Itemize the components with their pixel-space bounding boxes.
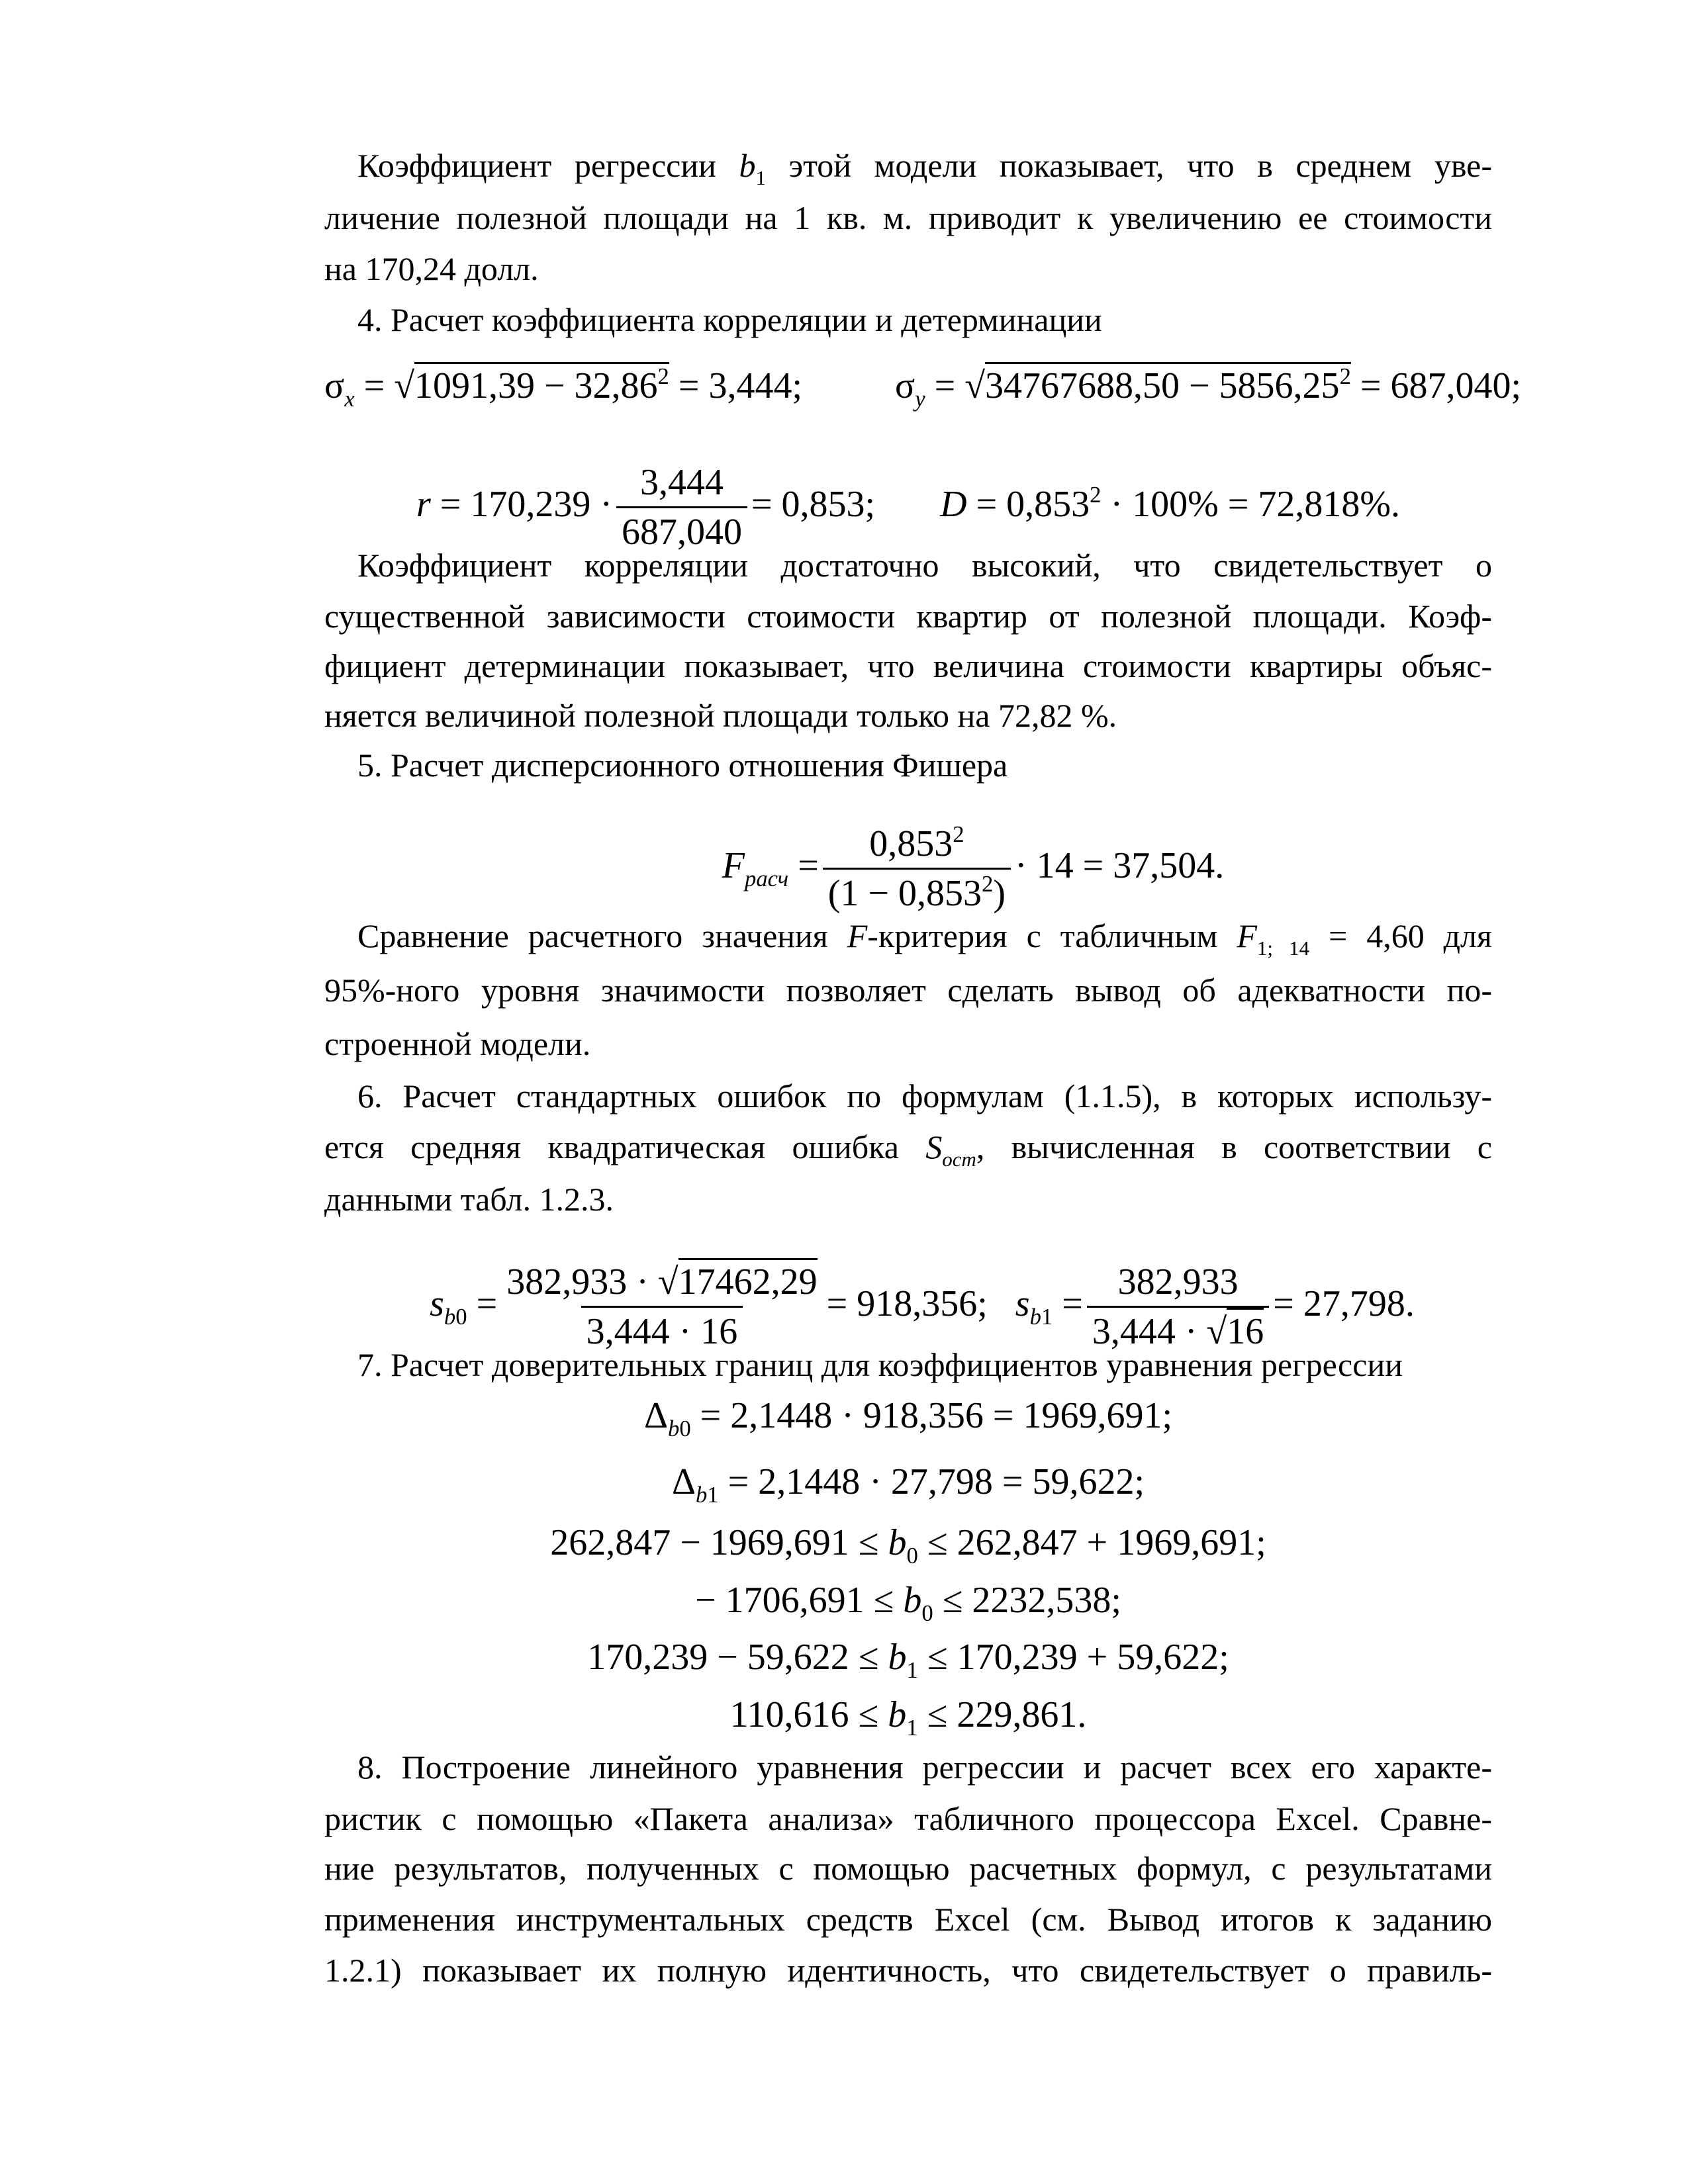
subscript: b [695, 1482, 708, 1508]
numerator [635, 461, 729, 506]
text-run: няется величиной полезной площади только на 72,82 %. [324, 697, 1117, 734]
text-run: 4. Расчет коэффициента корреляции и детерминации [357, 301, 1102, 338]
math-symbol: s [402, 1283, 444, 1324]
text-run: 5. Расчет дисперсионного отношения Фишера [357, 747, 1008, 784]
text-run: этой модели показывает, что в среднем уве- [766, 147, 1492, 184]
text-run: строенной модели. [324, 1025, 591, 1062]
subscript: x [344, 386, 355, 412]
fraction [823, 823, 1011, 915]
text-run: = [467, 1283, 498, 1324]
text-line [324, 1075, 1492, 1117]
formula-line [324, 1394, 1492, 1442]
superscript: 2 [982, 871, 994, 897]
text-run: ≤ 2232,538; [933, 1580, 1121, 1621]
text-run: на 170,24 долл. [324, 250, 539, 287]
text-run: 7. Расчет доверительных границ для коэффициентов уравнения регрессии [357, 1346, 1403, 1383]
text-line [324, 1023, 1492, 1065]
text-run: ристик с помощью «Пакета анализа» табличного процессора Excel. Сравне- [324, 1800, 1492, 1837]
text-run: 382,933 · [506, 1261, 658, 1302]
text-run: 3,444 · [1092, 1311, 1207, 1353]
text-line [324, 248, 1492, 290]
square-root [658, 1258, 818, 1302]
text-run: существенной зависимости стоимости квартир от полезной площади. Коэф- [324, 598, 1492, 635]
superscript: 2 [1339, 363, 1351, 390]
text-line [324, 144, 1492, 187]
subscript: y [915, 386, 925, 412]
formula-line [324, 461, 1492, 553]
subscript: b [667, 1416, 680, 1442]
text-run: 3,444 [639, 462, 724, 503]
math-symbol: b [739, 147, 756, 184]
text-run: 1.2.1) показывает их полную идентичность, что свидетельствует о правиль- [324, 1952, 1492, 1989]
radical-sign-icon: √ [394, 365, 414, 406]
text-run: = [354, 365, 395, 406]
text-line [324, 298, 1492, 341]
subscript: 1 [755, 165, 767, 189]
fraction [1087, 1261, 1269, 1353]
text-run: 34767688,50 − 5856,25 [984, 365, 1340, 406]
math-symbol: S [925, 1128, 943, 1165]
radicand [679, 1258, 818, 1302]
subscript: 1 [906, 1715, 918, 1741]
text-line [324, 1847, 1492, 1889]
text-run: ) [993, 873, 1006, 915]
text-run: = [925, 365, 965, 406]
subscript: 0 [921, 1600, 933, 1627]
text-run: применения инструментальных средств Excel (см. Вывод итогов к заданию [324, 1901, 1492, 1938]
text-line [324, 1898, 1492, 1940]
formula-line [324, 1694, 1492, 1741]
text-run: 110,616 ≤ [729, 1694, 888, 1735]
subscript: 1 [1041, 1303, 1053, 1330]
formula-line [324, 1579, 1492, 1627]
subscript: 1; 14 [1256, 936, 1310, 960]
subscript: 1 [906, 1657, 918, 1684]
text-run: = 2,1448 · 918,356 = 1969,691; [690, 1395, 1173, 1436]
text-line [324, 197, 1492, 239]
text-run: ется средняя квадратическая ошибка [324, 1128, 926, 1165]
text-run: ≤ 170,239 + 59,622; [917, 1637, 1229, 1678]
text-run: Сравнение расчетного значения [357, 917, 847, 954]
text-run: · 14 = 37,504. [1015, 844, 1225, 886]
text-run: σ [324, 365, 345, 406]
math-symbol: r [416, 483, 431, 525]
square-root [964, 362, 1351, 406]
text-run: − 1706,691 ≤ [695, 1580, 904, 1621]
text-run: фициент детерминации показывает, что величина стоимости квартиры объяс- [324, 647, 1492, 684]
text-run: = [1053, 1283, 1083, 1324]
fraction [616, 461, 747, 554]
text-run: ние результатов, полученных с помощью расчетных формул, с результатами [324, 1850, 1492, 1887]
text-line [324, 645, 1492, 687]
subscript: 0 [679, 1416, 691, 1442]
math-symbol: b [888, 1522, 907, 1563]
numerator [1113, 1261, 1244, 1306]
radical-sign-icon: √ [657, 1261, 679, 1302]
text-line [324, 694, 1492, 737]
text-line [324, 744, 1492, 786]
math-symbol: F [847, 917, 868, 954]
text-run: = 2,1448 · 27,798 = 59,622; [718, 1461, 1145, 1502]
text-line [324, 1797, 1492, 1840]
text-run: 95%-ного уровня значимости позволяет сделать вывод об адекватности по- [324, 972, 1492, 1009]
formula-line [324, 1636, 1492, 1684]
superscript: 2 [1090, 481, 1102, 508]
subscript: 0 [455, 1303, 467, 1330]
text-run: , вычисленная в соответствии с [976, 1128, 1492, 1165]
subscript: ост [942, 1147, 976, 1171]
subscript: b [444, 1303, 456, 1330]
text-run: 6. Расчет стандартных ошибок по формулам (1.1.5), в которых использу- [357, 1077, 1492, 1115]
radicand [414, 362, 669, 406]
text-line [324, 1126, 1492, 1171]
formula-line [324, 1522, 1492, 1569]
text-run: 170,239 − 59,622 ≤ [587, 1637, 888, 1678]
math-symbol: F [592, 844, 745, 886]
math-symbol: D [940, 483, 967, 525]
radicand [985, 362, 1351, 406]
text-run: 382,933 [1117, 1261, 1239, 1302]
text-line [324, 1746, 1492, 1788]
text-run: = 687,040; [1350, 365, 1522, 406]
text-run: 3,444 · 16 [586, 1311, 738, 1353]
text-run: личение полезной площади на 1 кв. м. приводит к увеличению ее стоимости [324, 199, 1492, 236]
text-run: = 4,60 для [1309, 917, 1492, 954]
text-run: = 27,798. [1273, 1283, 1415, 1324]
numerator [501, 1261, 822, 1306]
superscript: 2 [953, 821, 964, 848]
text-run: = 170,239 · [430, 483, 612, 525]
text-run: Δ [671, 1461, 696, 1502]
subscript: b [1029, 1303, 1041, 1330]
math-symbol: b [888, 1637, 907, 1678]
text-line [324, 595, 1492, 637]
fraction [501, 1261, 822, 1353]
text-line [324, 969, 1492, 1011]
text-run: 8. Построение линейного уравнения регрессии и расчет всех его характе- [357, 1749, 1492, 1786]
math-symbol: b [903, 1580, 922, 1621]
denominator [823, 868, 1011, 915]
text-run: = 0,853 [966, 483, 1090, 525]
numerator [864, 823, 969, 868]
subscript: 1 [707, 1482, 719, 1508]
text-run: 16 [1227, 1311, 1264, 1353]
text-run: · 100% = 72,818%. [1101, 483, 1401, 525]
text-run: (1 − 0,853 [827, 873, 982, 915]
subscript: 0 [906, 1543, 918, 1569]
text-run: 1091,39 − 32,86 [414, 365, 658, 406]
text-run: -критерия с табличным [867, 917, 1237, 954]
text-run: 17462,29 [678, 1261, 818, 1302]
text-run: ≤ 229,861. [917, 1694, 1087, 1735]
text-line [324, 1343, 1492, 1386]
text-run: = [788, 844, 819, 886]
text-line [324, 1178, 1492, 1220]
formula-line [324, 1461, 1492, 1508]
text-run: = 3,444; σ [669, 365, 915, 406]
subscript: расч [744, 865, 789, 891]
text-line [324, 1949, 1492, 1991]
math-symbol: F [1237, 917, 1257, 954]
math-symbol: s [1015, 1283, 1030, 1324]
text-run: данными табл. 1.2.3. [324, 1181, 614, 1218]
text-line [324, 915, 1492, 960]
math-symbol: b [888, 1694, 907, 1735]
formula-line [324, 363, 1522, 412]
text-run: 687,040 [621, 512, 742, 553]
superscript: 2 [657, 363, 669, 390]
text-run: 262,847 − 1969,691 ≤ [550, 1522, 888, 1563]
text-run: Коэффициент корреляции достаточно высокий, что свидетельствует о [357, 547, 1492, 584]
text-run: Коэффициент регрессии [357, 147, 739, 184]
radical-sign-icon: √ [1206, 1311, 1227, 1353]
text-run: = 0,853; [751, 483, 941, 525]
formula-line [324, 821, 1492, 915]
text-run: ≤ 262,847 + 1969,691; [917, 1522, 1266, 1563]
text-line [324, 544, 1492, 586]
text-run: Δ [643, 1395, 668, 1436]
text-run: 0,853 [869, 823, 953, 864]
radical-sign-icon: √ [964, 365, 985, 406]
square-root [394, 362, 669, 406]
text-run: = 918,356; [826, 1283, 1015, 1324]
